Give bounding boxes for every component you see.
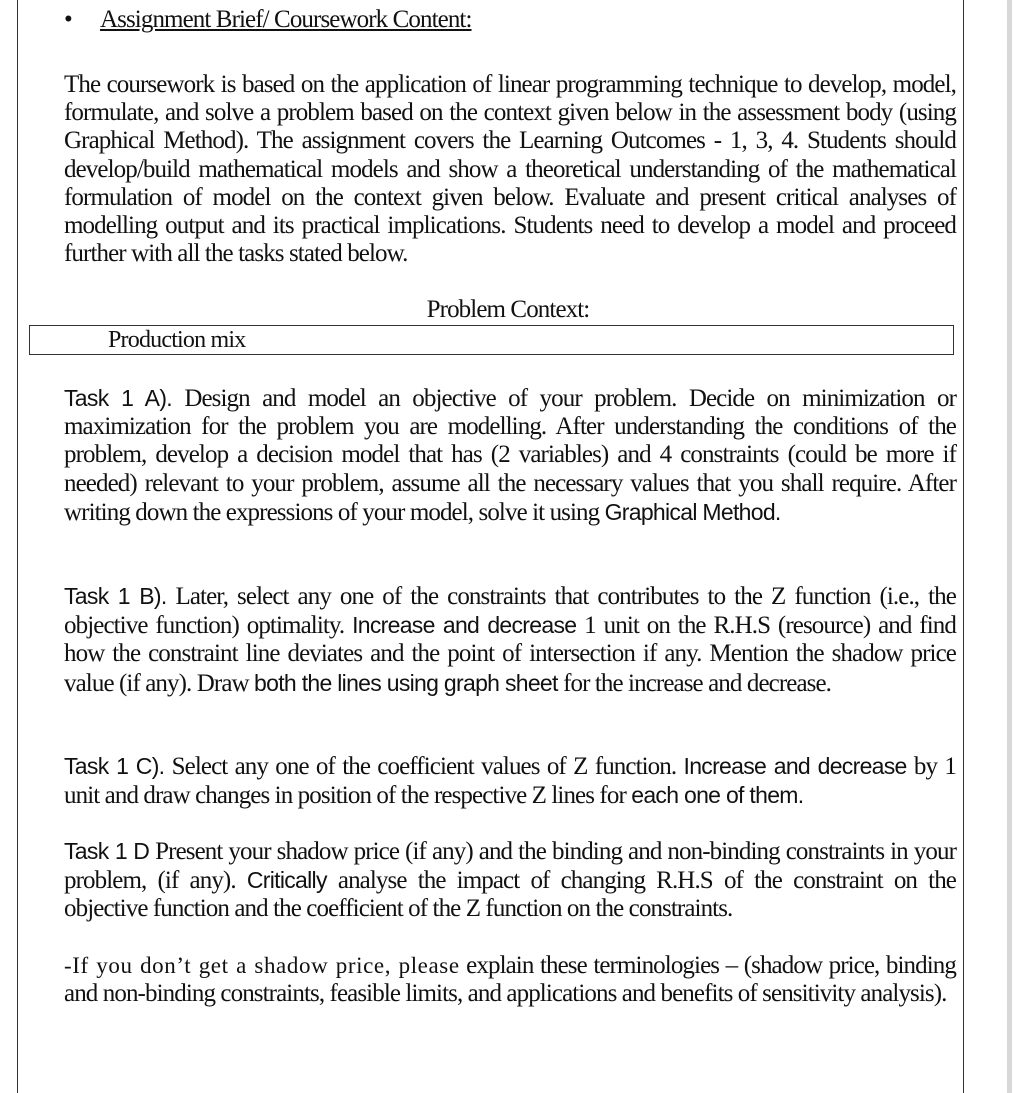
task-1d-label: Task 1 D: [64, 838, 150, 864]
task-1b-paragraph: [64, 582, 956, 698]
intro-paragraph: The coursework is based on the application of linear programming technique to develop, model, formulate, and solve a problem based on the context given below in the assessment body (using Graphical Method). The assignment covers the Learning Outcomes - 1, 3, 4. Students should develop/build mathematical models and show a theoretical understanding of the mathematical formulation of model on the context given below. Evaluate and present critical analyses of modelling output and its practical implications. Students need to develop a model and proceed further with all the tasks stated below.: [64, 71, 956, 268]
section-heading: [64, 6, 472, 34]
task-1b-emphasis-1: Increase and decrease: [352, 612, 577, 639]
task-1c-text-2: by 1 unit and draw changes in position of the respective Z lines for: [64, 753, 956, 810]
note-lead: -If you don’t get a shadow price, please: [64, 953, 460, 978]
bullet-icon: •: [64, 6, 72, 33]
task-1b-text-2: 1 unit on the R.H.S (resource) and find how the constraint line deviates and the point of intersection if any. Mention the shadow price value (if any). Draw: [64, 612, 956, 697]
task-1d-paragraph: [64, 837, 956, 924]
problem-context-box: [29, 325, 954, 355]
task-1c-emphasis-1: Increase and decrease: [683, 753, 907, 779]
task-1b-text-1: Later, select any one of the constraints that contributes to the Z function (i.e., the objective function) optimality.: [64, 583, 956, 640]
problem-context-title: Problem Context:: [426, 296, 590, 323]
task-1d-text-2: analyse the impact of changing R.H.S of the constraint on the objective function and the coefficient of the Z function on the constraints.: [64, 867, 957, 923]
task-1b-text-3: for the increase and decrease.: [557, 669, 832, 697]
task-1a-emphasis: Graphical Method.: [604, 498, 781, 525]
task-1d-emphasis: Critically: [246, 867, 327, 894]
heading-text: Assignment Brief/ Coursework Content:: [100, 6, 472, 33]
page-border-left: [17, 0, 18, 1093]
task-1a-paragraph: [64, 384, 956, 527]
note-paragraph: [64, 952, 956, 1008]
task-1a-text: Design and model an objective of your problem. Decide on minimization or maximization for the problem you are modelling. After understanding the conditions of the problem, develop a decision model that has (2 variables) and 4 constraints (could be more if needed) relevant to your problem, assume all the necessary values that you shall require. After writing down the expressions of your model, solve it using: [64, 385, 956, 526]
task-1c-text-1: Select any one of the coefficient values of Z function.: [164, 753, 684, 780]
task-1c-emphasis-2: each one of them.: [631, 782, 804, 809]
task-1d-text-1: Present your shadow price (if any) and the binding and non-binding constraints in your problem, (if any).: [64, 838, 956, 895]
note-text: explain these terminologies – (shadow price, binding and non-binding constraints, feasible limits, and applications and benefits of sensitivity analysis).: [64, 952, 956, 1008]
task-1a-label: Task 1 A).: [64, 385, 172, 411]
scrollbar[interactable]: [1007, 0, 1012, 1093]
task-1c-paragraph: [64, 752, 956, 810]
problem-context-text: Production mix: [108, 327, 246, 353]
page-border-right: [963, 0, 964, 1093]
task-1b-emphasis-2: both the lines using graph sheet: [254, 669, 558, 696]
task-1c-label: Task 1 C).: [64, 753, 165, 779]
task-1b-label: Task 1 B).: [64, 583, 167, 609]
